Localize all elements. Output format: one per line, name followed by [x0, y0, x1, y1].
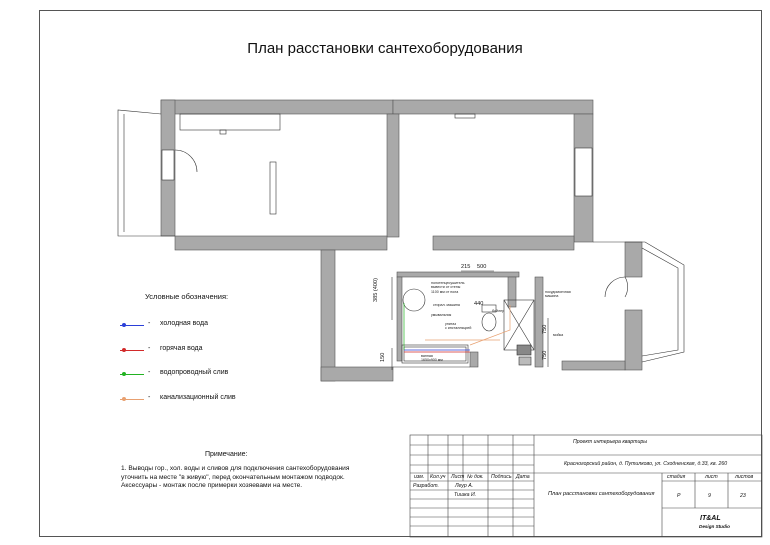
legend-label: канализационный слив [160, 394, 236, 401]
toilet [482, 313, 496, 331]
wall-kitchen-right [625, 310, 642, 370]
door-arc-1 [175, 150, 197, 172]
dim-215: 215 [461, 264, 471, 270]
tb-col-sign: Подпись [491, 474, 512, 480]
legend-title: Условные обозначения: [145, 292, 229, 301]
tb-stage: Р [677, 493, 681, 499]
label-washing-machine: стирал. машина [433, 303, 460, 307]
box [519, 357, 531, 365]
dim-750-a: 750 [542, 324, 548, 334]
tb-sheet-head: лист [705, 474, 718, 480]
label-towel-dryer: полотенцесушитель вывести от стены 1100 мм от пола [431, 281, 465, 294]
dim-150: 150 [380, 352, 386, 362]
tb-project: Проект интерьера квартиры [573, 439, 648, 445]
washing-machine [403, 289, 425, 311]
radiator [455, 114, 475, 118]
wall-partition [387, 114, 399, 237]
legend-dash: - [148, 394, 151, 401]
tb-col-list: Лист [451, 474, 465, 480]
wall-bottom-left [175, 236, 387, 250]
tb-col-doc: № док. [467, 474, 484, 480]
label-boiler: бойлер [492, 309, 505, 313]
tb-developer: Леур А. [455, 483, 474, 489]
wall-top-right [393, 100, 593, 114]
legend-label: холодная вода [160, 320, 208, 327]
wall-bath-top [397, 272, 519, 277]
bay-window-inner [642, 248, 678, 356]
page-title: План расстановки сантехоборудования [247, 40, 523, 57]
tb-stage-head: стадия [667, 474, 686, 480]
window-left [162, 150, 174, 180]
cold-water-dot-icon [122, 323, 126, 327]
door-arc-2 [605, 277, 625, 297]
tb-address: Красногорский район, д. Путилково, ул. Сходненская, д.33, кв. 260 [564, 461, 728, 467]
sink-block [517, 345, 531, 355]
wall-bath-right [508, 277, 516, 307]
tb-col-kol: Кол.уч [430, 474, 446, 480]
legend-label: водопроводный слив [160, 369, 229, 376]
dim-500: 500 [477, 264, 487, 270]
legend-dash: - [148, 369, 151, 376]
partition-piece [270, 162, 276, 214]
note-title: Примечание: [205, 451, 248, 458]
mark [220, 130, 226, 134]
tb-sheet-name: План расстановки сантехоборудования [548, 491, 655, 497]
dim-750-b: 750 [542, 350, 548, 360]
tb-col-izm: изм. [414, 474, 425, 480]
tb-company: IT&AL [700, 515, 721, 522]
sewer-dot-icon [122, 397, 126, 401]
tb-developed: Разработ. [413, 483, 439, 489]
tb-checker: Тишка И. [454, 492, 477, 498]
wall-bath-bottom-seg [470, 352, 478, 367]
legend-label: горячая вода [160, 345, 203, 352]
wall-lower-bottom [321, 367, 393, 381]
label-dishwasher: посудомоечная машина [545, 290, 571, 299]
water-drain-dot-icon [122, 372, 126, 376]
dim-385: 385 (400) [373, 278, 379, 302]
wall-top-left [161, 100, 393, 114]
hot-water-dot-icon [122, 348, 126, 352]
wall-kitchen-upper [625, 242, 642, 277]
label-kitchen-sink: мойка [553, 333, 564, 337]
wall-corridor-left [321, 250, 335, 381]
window-right [575, 148, 592, 196]
wall-bottom-right [433, 236, 574, 250]
legend-dash: - [148, 320, 151, 327]
wall-bath-left [397, 277, 402, 361]
dim-440: 440 [474, 301, 484, 307]
wardrobe-top [180, 114, 280, 130]
tb-sheets-head: листов [735, 474, 754, 480]
walls [161, 100, 642, 381]
wall-kitchen-bottom [562, 361, 625, 370]
tb-sheet: 9 [708, 493, 711, 499]
tb-col-date: Дата [516, 474, 530, 480]
label-toilet: унитаз с инсталляцией [445, 322, 472, 331]
legend-dash: - [148, 345, 151, 352]
tb-studio: Design Studio [699, 524, 730, 529]
door-arc-3 [625, 277, 628, 297]
label-bath: ванная 1650х900 мм [421, 354, 443, 363]
tb-sheets: 23 [740, 493, 746, 499]
note-text: 1. Выводы гор., хол. воды и сливов для подключения сантехоборудования уточнить на месте "в живую", перед окончательным монтажом подводок. Аксессуары - монтаж после примерки хозяевами на месте. [121, 465, 350, 490]
label-basin: умывальник [431, 313, 452, 317]
